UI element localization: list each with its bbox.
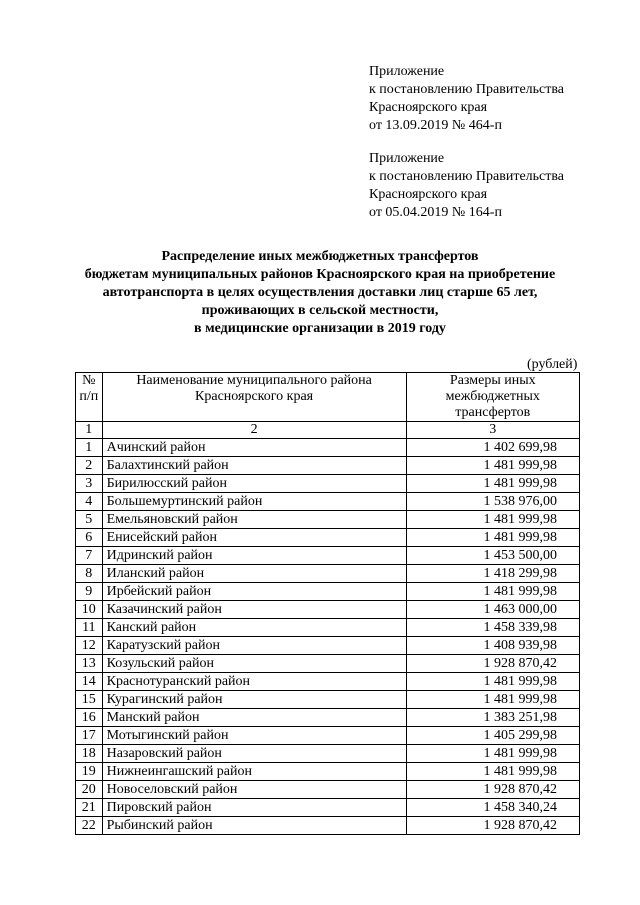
transfer-amount: 1 538 976,00: [406, 493, 579, 511]
table-row: [76, 583, 580, 601]
transfer-amount: 1 463 000,00: [406, 601, 579, 619]
district-name: Новоселовский район: [102, 781, 406, 799]
district-name: Нижнеингашский район: [102, 763, 406, 781]
transfer-amount: 1 481 999,98: [406, 583, 579, 601]
district-name: Краснотуранский район: [102, 673, 406, 691]
table-row: [76, 439, 580, 457]
title-line: проживающих в сельской местности,: [201, 303, 439, 318]
header-district: Наименование муниципального района Красноярского края: [102, 373, 406, 422]
table-row: [76, 817, 580, 835]
row-number: 2: [76, 457, 103, 475]
transfer-amount: 1 402 699,98: [406, 439, 579, 457]
transfer-amount: 1 481 999,98: [406, 457, 579, 475]
transfer-amount: 1 481 999,98: [406, 529, 579, 547]
table-row: [76, 529, 580, 547]
district-name: Енисейский район: [102, 529, 406, 547]
row-number: 10: [76, 601, 103, 619]
district-name: Манский район: [102, 709, 406, 727]
column-number: 3: [406, 422, 579, 439]
transfer-amount: 1 481 999,98: [406, 673, 579, 691]
table-row: [76, 763, 580, 781]
district-name: Каратузский район: [102, 637, 406, 655]
row-number: 9: [76, 583, 103, 601]
title-line: Распределение иных межбюджетных трансфертов: [161, 249, 479, 264]
district-name: Канский район: [102, 619, 406, 637]
row-number: 16: [76, 709, 103, 727]
annex-line: Красноярского края: [369, 100, 488, 115]
table-row: [76, 565, 580, 583]
transfer-amount: 1 458 340,24: [406, 799, 579, 817]
transfer-amount: 1 481 999,98: [406, 691, 579, 709]
district-name: Ачинский район: [102, 439, 406, 457]
transfer-amount: 1 481 999,98: [406, 745, 579, 763]
table-row: [76, 511, 580, 529]
transfer-amount: 1 928 870,42: [406, 817, 579, 835]
table-row: [76, 745, 580, 763]
row-number: 13: [76, 655, 103, 673]
header-amount: Размеры иных межбюджетных трансфертов: [406, 373, 579, 422]
row-number: 14: [76, 673, 103, 691]
district-name: Мотыгинский район: [102, 727, 406, 745]
column-number: 1: [76, 422, 103, 439]
table-row: [76, 601, 580, 619]
row-number: 8: [76, 565, 103, 583]
column-number-row: [76, 422, 580, 439]
table-row: [76, 691, 580, 709]
row-number: 15: [76, 691, 103, 709]
title-line: в медицинские организации в 2019 году: [194, 321, 446, 336]
district-name: Казачинский район: [102, 601, 406, 619]
title-line: автотранспорта в целях осуществления доставки лиц старше 65 лет,: [102, 285, 538, 300]
district-name: Назаровский район: [102, 745, 406, 763]
table-row: [76, 493, 580, 511]
table-row: [76, 457, 580, 475]
row-number: 20: [76, 781, 103, 799]
annex-line: от 05.04.2019 № 164-п: [369, 205, 502, 220]
table-row: [76, 673, 580, 691]
transfer-amount: 1 458 339,98: [406, 619, 579, 637]
district-name: Рыбинский район: [102, 817, 406, 835]
row-number: 12: [76, 637, 103, 655]
row-number: 21: [76, 799, 103, 817]
document-title: [60, 248, 580, 338]
table-row: [76, 655, 580, 673]
annex-line: от 13.09.2019 № 464-п: [369, 118, 502, 133]
table-header-row: [76, 373, 580, 422]
table-row: [76, 547, 580, 565]
transfer-amount: 1 405 299,98: [406, 727, 579, 745]
row-number: 5: [76, 511, 103, 529]
district-name: Идринский район: [102, 547, 406, 565]
row-number: 19: [76, 763, 103, 781]
row-number: 22: [76, 817, 103, 835]
header-number: № п/п: [76, 373, 103, 422]
transfer-amount: 1 481 999,98: [406, 475, 579, 493]
annex-line: к постановлению Правительства: [369, 169, 565, 184]
transfer-amount: 1 418 299,98: [406, 565, 579, 583]
transfer-amount: 1 481 999,98: [406, 511, 579, 529]
table-row: [76, 799, 580, 817]
table-row: [76, 637, 580, 655]
annex-line: Приложение: [369, 151, 445, 166]
title-line: бюджетам муниципальных районов Красноярского края на приобретение: [84, 267, 556, 282]
table-row: [76, 475, 580, 493]
column-number: 2: [102, 422, 406, 439]
row-number: 4: [76, 493, 103, 511]
annex-block-2: [369, 150, 629, 222]
table-body: [76, 439, 580, 835]
annex-line: к постановлению Правительства: [369, 82, 565, 97]
table-row: [76, 619, 580, 637]
district-name: Бирилюсский район: [102, 475, 406, 493]
units-label: (рублей): [527, 357, 578, 372]
district-name: Емельяновский район: [102, 511, 406, 529]
table-row: [76, 781, 580, 799]
row-number: 11: [76, 619, 103, 637]
district-name: Пировский район: [102, 799, 406, 817]
transfer-amount: 1 928 870,42: [406, 655, 579, 673]
transfer-amount: 1 481 999,98: [406, 763, 579, 781]
transfer-amount: 1 453 500,00: [406, 547, 579, 565]
row-number: 6: [76, 529, 103, 547]
row-number: 18: [76, 745, 103, 763]
transfer-amount: 1 408 939,98: [406, 637, 579, 655]
row-number: 1: [76, 439, 103, 457]
district-name: Иланский район: [102, 565, 406, 583]
district-name: Курагинский район: [102, 691, 406, 709]
table-row: [76, 727, 580, 745]
transfer-amount: 1 928 870,42: [406, 781, 579, 799]
annex-block-1: [369, 63, 629, 135]
district-name: Ирбейский район: [102, 583, 406, 601]
district-name: Большемуртинский район: [102, 493, 406, 511]
district-name: Балахтинский район: [102, 457, 406, 475]
table-row: [76, 709, 580, 727]
annex-line: Красноярского края: [369, 187, 488, 202]
row-number: 7: [76, 547, 103, 565]
annex-line: Приложение: [369, 64, 445, 79]
row-number: 17: [76, 727, 103, 745]
transfers-table: [75, 372, 580, 835]
transfer-amount: 1 383 251,98: [406, 709, 579, 727]
district-name: Козульский район: [102, 655, 406, 673]
row-number: 3: [76, 475, 103, 493]
